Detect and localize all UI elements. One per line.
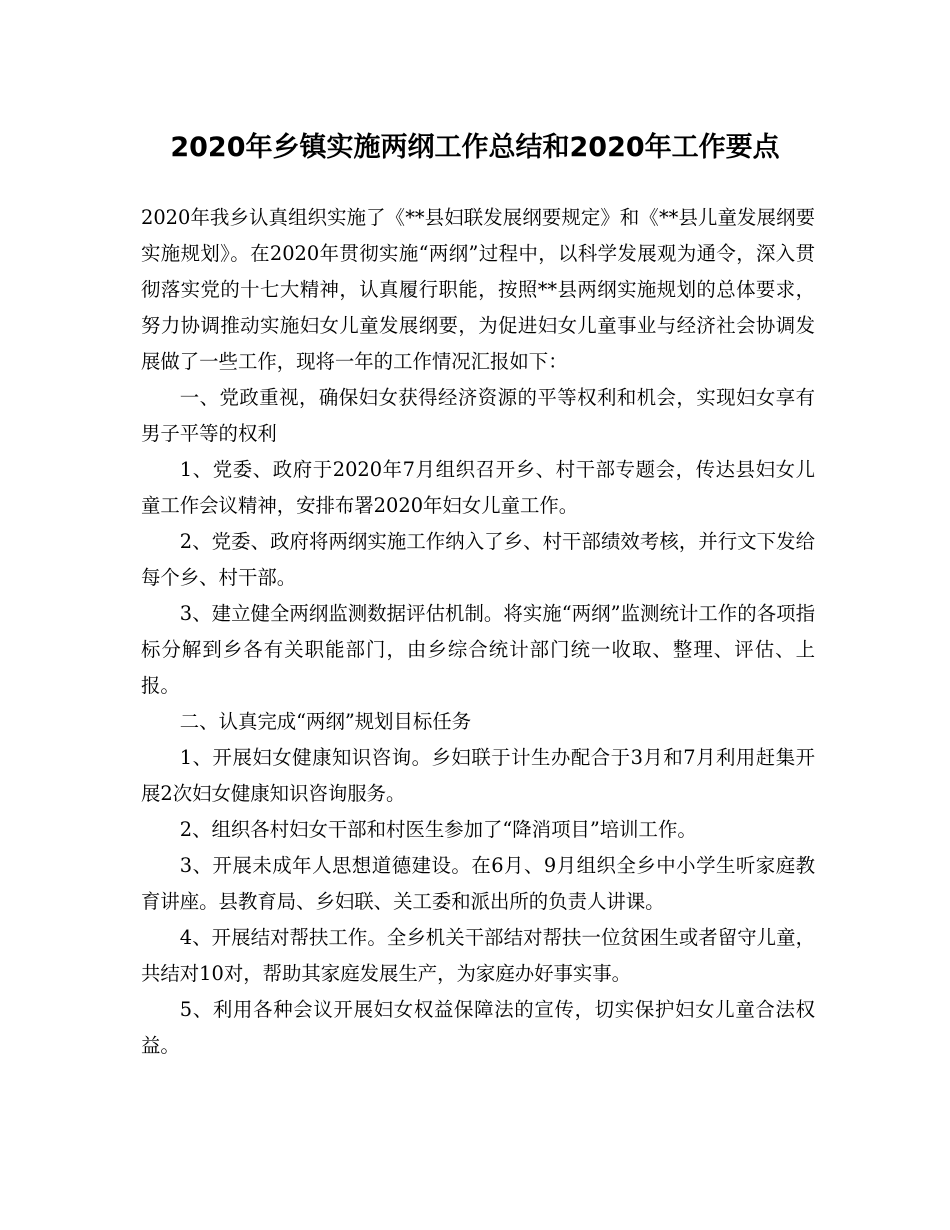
section-heading-1: 一、党政重视，确保妇女获得经济资源的平等权利和机会，实现妇女享有男子平等的权利 xyxy=(141,386,815,445)
section-1-item-1: 1、党委、政府于2020年7月组织召开乡、村干部专题会，传达县妇女儿童工作会议精神，安排布署2020年妇女儿童工作。 xyxy=(141,458,815,517)
section-2-item-4: 4、开展结对帮扶工作。全乡机关干部结对帮扶一位贫困生或者留守儿童，共结对10对，帮助其家庭发展生产，为家庭办好事实事。 xyxy=(141,926,815,985)
section-heading-2: 二、认真完成“两纲”规划目标任务 xyxy=(179,710,472,733)
section-2-item-3: 3、开展未成年人思想道德建设。在6月、9月组织全乡中小学生听家庭教育讲座。县教育局、乡妇联、关工委和派出所的负责人讲课。 xyxy=(141,854,815,913)
intro-paragraph: 2020年我乡认真组织实施了《**县妇联发展纲要规定》和《**县儿童发展纲要实施规划》。在2020年贯彻实施“两纲”过程中，以科学发展观为通令，深入贯彻落实党的十七大精神，认真履行职能，按照**县两纲实施规划的总体要求，努力协调推动实施妇女儿童发展纲要，为促进妇女儿童事业与经济社会协调发展做了一些工作，现将一年的工作情况汇报如下： xyxy=(141,206,815,373)
section-2-item-1: 1、开展妇女健康知识咨询。乡妇联于计生办配合于3月和7月利用赶集开展2次妇女健康知识咨询服务。 xyxy=(141,746,815,805)
section-2-item-5: 5、利用各种会议开展妇女权益保障法的宣传，切实保护妇女儿童合法权益。 xyxy=(141,998,815,1057)
document-title: 2020年乡镇实施两纲工作总结和2020年工作要点 xyxy=(170,132,780,163)
document-body xyxy=(141,200,815,1064)
section-1-item-3: 3、建立健全两纲监测数据评估机制。将实施“两纲”监测统计工作的各项指标分解到乡各有关职能部门，由乡综合统计部门统一收取、整理、评估、上报。 xyxy=(141,602,815,697)
section-2-item-2: 2、组织各村妇女干部和村医生参加了“降消项目”培训工作。 xyxy=(179,818,697,841)
section-1-item-2: 2、党委、政府将两纲实施工作纳入了乡、村干部绩效考核，并行文下发给每个乡、村干部。 xyxy=(141,530,815,589)
